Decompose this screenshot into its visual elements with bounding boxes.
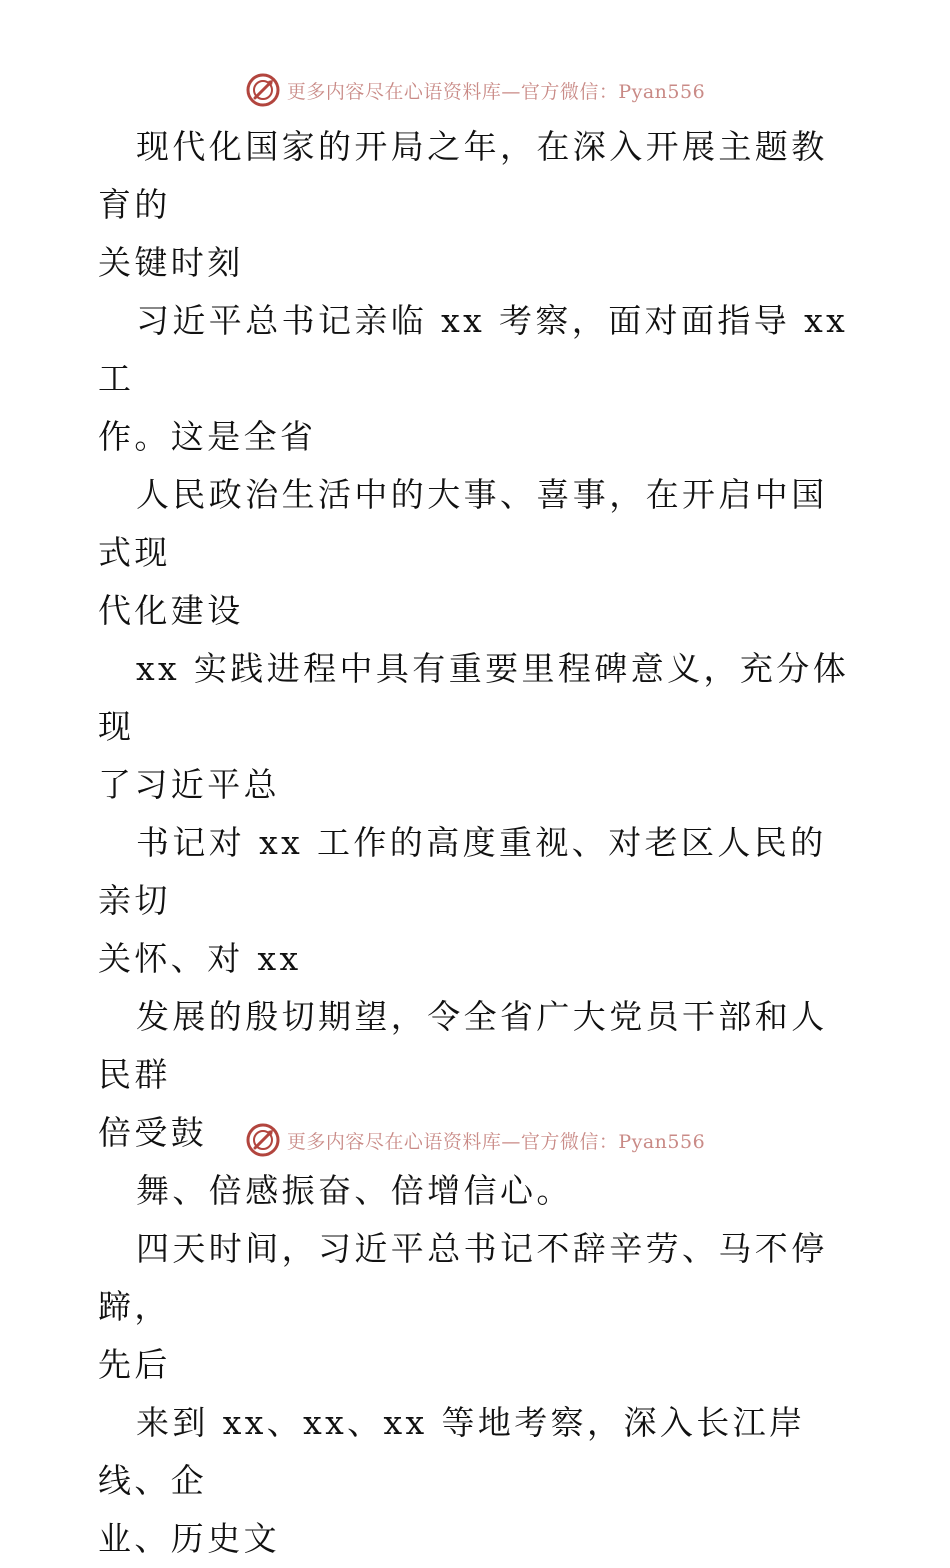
paragraph — [98, 118, 858, 292]
paragraph-line-continued: 业、历史文 — [98, 1519, 280, 1558]
paragraph-line: 来到 xx、xx、xx 等地考察，深入长江岸线、企 — [98, 1403, 806, 1500]
paragraph-line-continued: 倍受鼓 — [98, 1113, 208, 1152]
paragraph-line: 现代化国家的开局之年，在深入开展主题教育的 — [98, 127, 828, 224]
paragraph-line: 发展的殷切期望，令全省广大党员干部和人民群 — [98, 997, 828, 1094]
paragraph — [98, 814, 858, 988]
paragraph-line: 习近平总书记亲临 xx 考察，面对面指导 xx 工 — [98, 301, 849, 398]
paragraph-line-continued: 了习近平总 — [98, 765, 280, 804]
document-body — [98, 118, 858, 1568]
paragraph — [98, 292, 858, 466]
brand-logo-icon — [245, 1122, 281, 1158]
paragraph — [98, 640, 858, 814]
header-watermark-text: 更多内容尽在心语资料库—官方微信：Pyan556 — [286, 80, 706, 103]
paragraph-line-continued: 代化建设 — [98, 591, 244, 630]
paragraph — [98, 1162, 858, 1220]
paragraph-line: 舞、倍感振奋、倍增信心。 — [136, 1171, 573, 1210]
brand-logo-icon — [245, 72, 281, 108]
footer-watermark-banner — [0, 1120, 950, 1160]
paragraph-line-continued: 先后 — [98, 1345, 171, 1384]
paragraph-line: xx 实践进程中具有重要里程碑意义，充分体现 — [98, 649, 850, 746]
paragraph-line: 书记对 xx 工作的高度重视、对老区人民的亲切 — [98, 823, 827, 920]
paragraph-line: 人民政治生活中的大事、喜事，在开启中国式现 — [98, 475, 828, 572]
paragraph — [98, 1220, 858, 1394]
paragraph-line-continued: 关键时刻 — [98, 243, 244, 282]
footer-watermark-text: 更多内容尽在心语资料库—官方微信：Pyan556 — [286, 1130, 706, 1153]
paragraph-line: 四天时间，习近平总书记不辞辛劳、马不停蹄， — [98, 1229, 828, 1326]
paragraph — [98, 466, 858, 640]
paragraph — [98, 1394, 858, 1568]
paragraph-line-continued: 关怀、对 xx — [98, 939, 302, 978]
paragraph-line-continued: 作。这是全省 — [98, 417, 317, 456]
header-watermark-banner — [0, 70, 950, 110]
